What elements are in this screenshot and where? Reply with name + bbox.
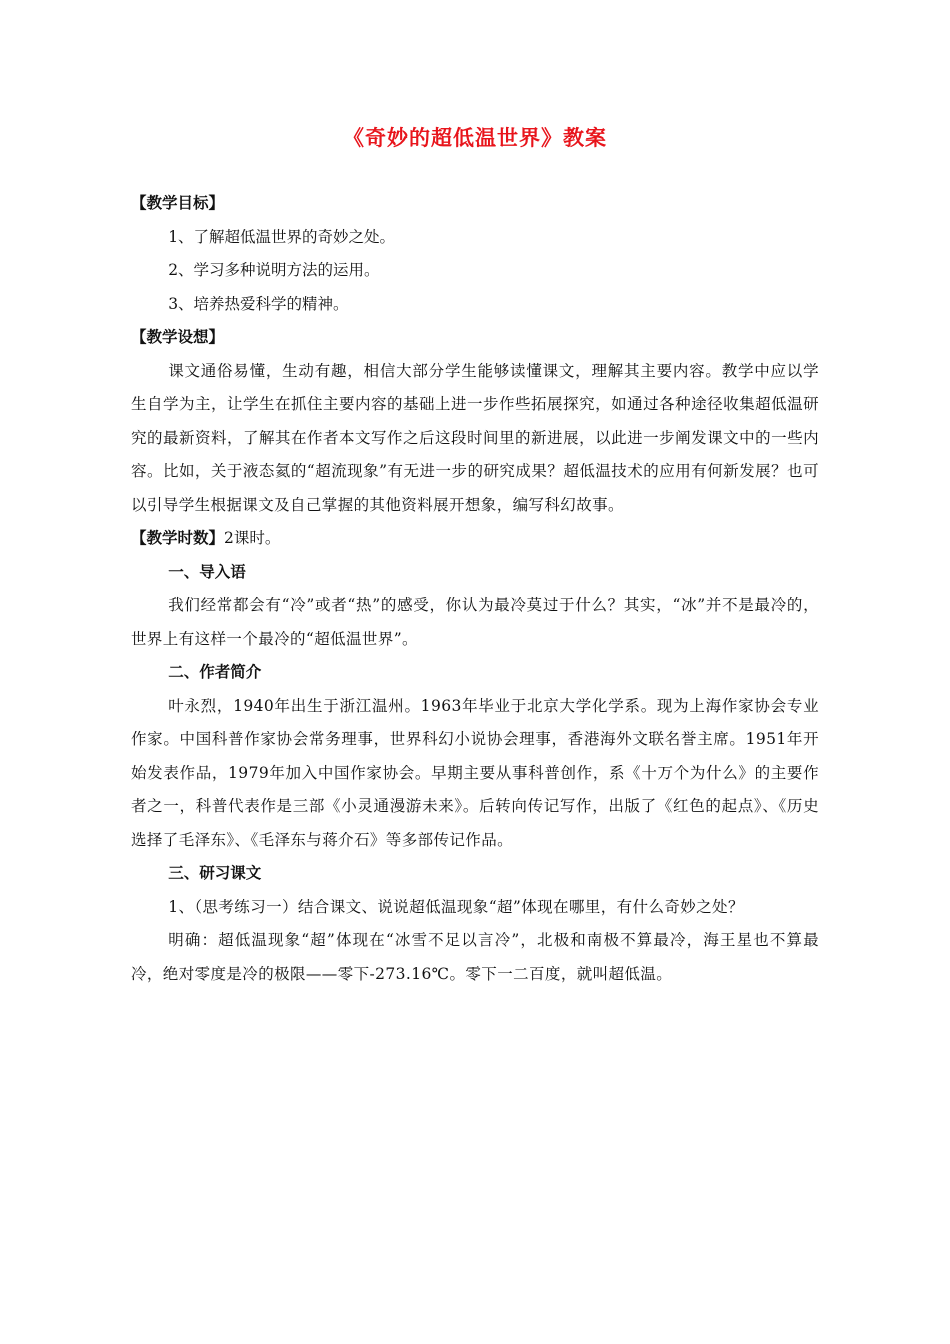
goal-item-2: 2、学习多种说明方法的运用。 <box>168 261 380 279</box>
section2-heading: 二、作者简介 <box>168 663 262 681</box>
hours-line <box>131 522 819 556</box>
hours-value: 2课时。 <box>224 529 281 547</box>
section3-question: 1、（思考练习一）结合课文、说说超低温现象“超”体现在哪里，有什么奇妙之处？ <box>168 897 744 916</box>
section3-answer: 明确：超低温现象“超”体现在“冰雪不足以言冷”，北极和南极不算最冷，海王星也不算最冷，绝对零度是冷的极限——零下-273.16℃。零下一二百度，就叫超低温。 <box>131 931 819 983</box>
goal-item-1: 1、了解超低温世界的奇妙之处。 <box>168 227 396 246</box>
design-paragraph: 课文通俗易懂，生动有趣，相信大部分学生能够读懂课文，理解其主要内容。教学中应以学生自学为主，让学生在抓住主要内容的基础上进一步作些拓展探究，如通过各种途径收集超低温研究的最新资料，了解其在作者本文写作之后这段时间里的新进展，以此进一步阐发课文中的一些内容。比如，关于液态氦的“超流现象”有无进一步的研究成果？超低温技术的应用有何新发展？也可以引导学生根据课文及自己掌握的其他资料展开想象，编写科幻故事。 <box>131 361 819 514</box>
goal-item-3: 3、培养热爱科学的精神。 <box>168 294 349 313</box>
section1-heading: 一、导入语 <box>168 562 246 581</box>
document-body <box>131 187 819 991</box>
document-title: 《奇妙的超低温世界》教案 <box>343 126 607 150</box>
goals-heading: 【教学目标】 <box>131 194 225 212</box>
section3-heading: 三、研习课文 <box>168 864 262 882</box>
section2-paragraph: 叶永烈，1940年出生于浙江温州。1963年毕业于北京大学化学系。现为上海作家协会专业作家。中国科普作家协会常务理事，世界科幻小说协会理事，香港海外文联名誉主席。1951年开始发表作品，1979年加入中国作家协会。早期主要从事科普创作，系《十万个为什么》的主要作者之一，科普代表作是三部《小灵通漫游未来》。后转向传记写作，出版了《红色的起点》、《历史选择了毛泽东》、《毛泽东与蒋介石》等多部传记作品。 <box>131 696 819 849</box>
hours-heading: 【教学时数】 <box>131 529 225 547</box>
section1-paragraph: 我们经常都会有“冷”或者“热”的感受，你认为最冷莫过于什么？其实，“冰”并不是最冷的，世界上有这样一个最冷的“超低温世界”。 <box>131 596 819 648</box>
design-heading: 【教学设想】 <box>131 328 225 346</box>
